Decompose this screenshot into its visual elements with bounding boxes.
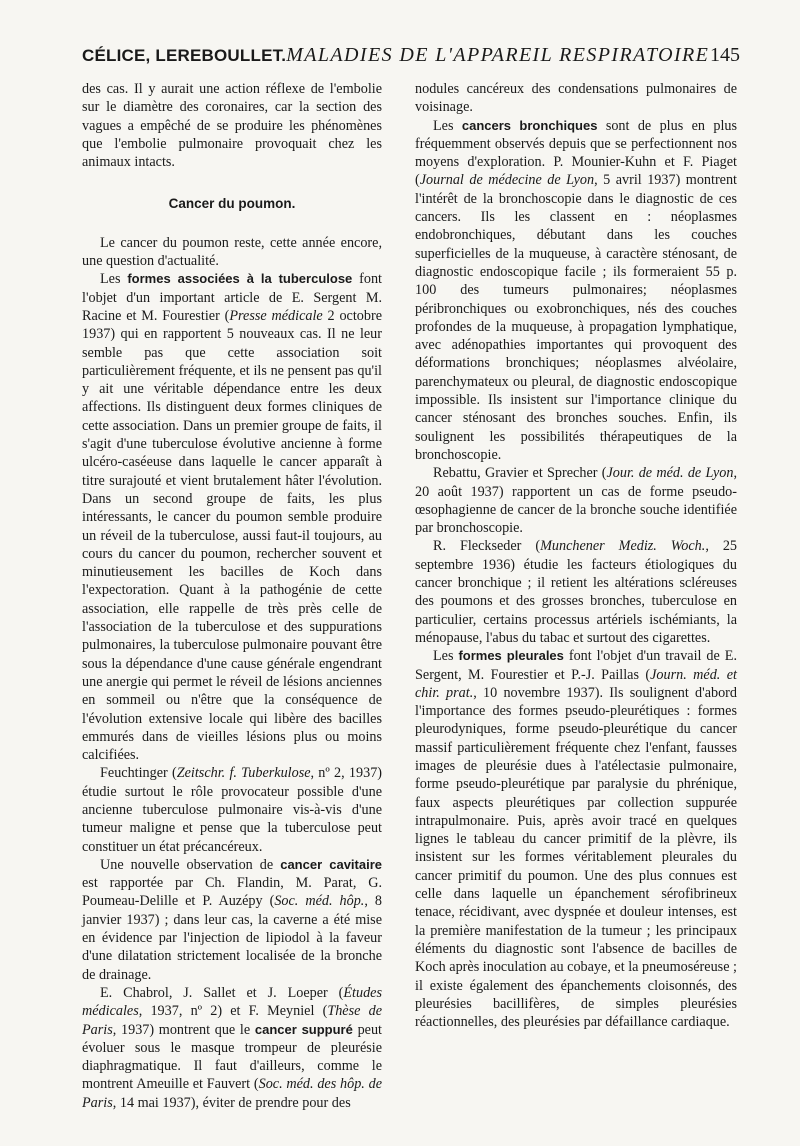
citation: Munchener Mediz. Woch.	[540, 538, 706, 555]
paragraph: Les formes pleurales font l'objet d'un travail de E. Sergent, M. Fourestier et P.-J. Paillas (Journ. méd. et chir. prat., 10 novembre 1937). Ils soulignent d'abord l'importance des formes pseudo-pleurétiques : formes pleurodyniques, forme pseudo-pleurétique du cancer massif particulièrement fréquente chez l'enfant, fausses images de pleurésie dues à l'atélectasie pulmonaire, forme pseudo-pleurétique par paralysie du phrénique, faux aspects pleurétiques par collection suppurée intrapulmonaire. Puis, après avoir tracé en quelques lignes le tableau du cancer primitif de la plèvre, ils insistent sur les formes véritablement pleurales du cancer primitif du poumon. Une des plus connues est celle dans laquelle un épanchement sérofibrineux tenace, récidivant, avec dyspnée et douleur intenses, est la première manifestation de la tumeur ; les principaux éléments du diagnostic sont l'absence de bacilles de Koch après inoculation au cobaye, et la pneumoséreuse ; il existe également des épanchements cloisonnés, des pleurésies bacillifères, de simples pleurésies réactionnelles, des pleurésies par défaillance cardiaque.	[415, 648, 737, 1031]
paragraph-continuation: des cas. Il y aurait une action réflexe de l'embolie sur le diamètre des coronaires, car la section des vagues a empêché de se produire les phénomènes que l'embolie pulmonaire provoquait chez les animaux intacts.	[82, 81, 382, 171]
left-column	[82, 80, 382, 1112]
citation: Études médicales	[82, 984, 382, 1020]
section-heading: Cancer du poumon.	[168, 196, 296, 212]
citation: Presse médicale	[229, 307, 323, 324]
right-column	[415, 80, 737, 1031]
citation: Soc. méd. des hôp. de Paris	[82, 1076, 382, 1111]
header-book-title: MALADIES DE L'APPAREIL RESPIRATOIRE	[286, 44, 710, 66]
page-number: 145	[710, 44, 740, 66]
paragraph: Rebattu, Gravier et Sprecher (Jour. de méd. de Lyon, 20 août 1937) rapportent un cas de forme pseudo-œsophagienne de cancer de la bronche souche identifiée par bronchoscopie.	[415, 465, 737, 537]
bold-term: formes pleurales	[458, 648, 564, 664]
paragraph: Les formes associées à la tuberculose font l'objet d'un important article de E. Sergent M. Racine et M. Fourestier (Presse médicale 2 octobre 1937) qui en rapportent 5 nouveaux cas. Il ne leur semble pas que cette association soit particulièrement fréquente, et ils ne pensent pas qu'il y ait une véritable dépendance entre les deux affections. Ils distinguent deux formes cliniques de cette association. Dans un premier groupe de faits, il s'agit d'une tuberculose évolutive ancienne à forme ulcéro-caséeuse dans laquelle le cancer apparaît à titre surajouté et vient brutalement hâter l'évolution. Dans un second groupe de faits, les plus intéressants, le cancer du poumon semble produire un réveil de la tuberculose, aussi faut-il toujours, au cours du cancer du poumon, rechercher souvent et minutieusement les bacilles de Koch dans l'expectoration. Quant à la pathogénie de cette association, elle rappelle de très près celle de l'association de la tuberculose et des suppurations pulmonaires, la tuberculose pulmonaire pouvant être sous la dépendance d'une cause générale engendrant une anergie qui permet le réveil de lésions anciennes en sommeil ou n'être que la conséquence de l'évolution extensive locale qui libère des bacilles emmurés dans de vieilles lésions plus ou moins calcifiées.	[82, 271, 382, 764]
paragraph: Le cancer du poumon reste, cette année encore, une question d'actualité.	[82, 234, 382, 270]
citation: Journal de médecine de Lyon	[419, 172, 595, 189]
citation: Thèse de Paris	[82, 1003, 382, 1038]
running-header	[82, 44, 740, 72]
paragraph: R. Fleckseder (Munchener Mediz. Woch., 25 septembre 1936) étudie les facteurs étiologiques du cancer bronchique ; il retient les altérations scléreuses des poumons et des grosses bronches, tuberculose en particulier, certains processus artériels ischémiants, la ménopause, l'abus du tabac et surtout des cigarettes.	[415, 538, 737, 646]
citation: Zeitschr. f. Tuberkulose	[176, 765, 311, 782]
paragraph: Feuchtinger (Zeitschr. f. Tuberkulose, nº 2, 1937) étudie surtout le rôle provocateur possible d'une ancienne tuberculose pulmonaire vis-à-vis d'une tumeur maligne et pense que la tuberculose peut constituer un état précancéreux.	[82, 765, 383, 855]
paragraph: Les cancers bronchiques sont de plus en plus fréquemment observés depuis que se perfectionnent nos moyens d'exploration. P. Mounier-Kuhn et F. Piaget (Journal de médecine de Lyon, 5 avril 1937) montrent l'intérêt de la bronchoscopie dans le diagnostic de ces cancers. Ils les classent en : néoplasmes endobronchiques, débutant dans les couches superficielles de la muqueuse, à caractère sténosant, de diagnostic endoscopique facile ; ils formeraient 55 p. 100 des tumeurs pulmonaires; néoplasmes péribronchiques ou exobronchiques, nés des couches profondes de la muqueuse, à propagation lymphatique, avec adénopathies importantes qui provoquent des déformations bronchiques; néoplasmes alvéolaire, parenchymateux ou pleural, de diagnostic endoscopique impossible. Ils insistent sur l'importance clinique du cancer sténosant des bronches souches. Enfin, ils soulignent les possibilités thérapeutiques de la bronchoscopie.	[415, 117, 737, 463]
paragraph-continuation: nodules cancéreux des condensations pulmonaires de voisinage.	[415, 81, 737, 116]
paragraph: E. Chabrol, J. Sallet et J. Loeper (Études médicales, 1937, nº 2) et F. Meyniel (Thèse de Paris, 1937) montrent que le cancer suppuré peut évoluer sous le masque trompeur de pleurésie diaphragmatique. Il faut d'ailleurs, comme le montrent Ameuille et Fauvert (Soc. méd. des hôp. de Paris, 14 mai 1937), éviter de prendre pour des	[82, 984, 382, 1111]
bold-term: cancer suppuré	[254, 1021, 353, 1037]
citation: Jour. de méd. de Lyon	[606, 465, 734, 482]
bold-term: cancer cavitaire	[280, 856, 382, 872]
citation: Soc. méd. hôp.	[274, 893, 365, 910]
citation: Journ. méd. et chir. prat.	[415, 666, 737, 701]
bold-term: cancers bronchiques	[461, 117, 598, 133]
paragraph: Une nouvelle observation de cancer cavitaire est rapportée par Ch. Flandin, M. Parat, G. Poumeau-Delille et P. Auzépy (Soc. méd. hôp., 8 janvier 1937) ; dans leur cas, la caverne a été mise en évidence par l'injection de lipiodol à la faveur d'une dilatation strictement localisée de la bronche de drainage.	[82, 856, 382, 983]
header-authors: CÉLICE, LEREBOULLET.	[82, 46, 287, 65]
bold-term: formes associées à la tuberculose	[127, 271, 353, 287]
